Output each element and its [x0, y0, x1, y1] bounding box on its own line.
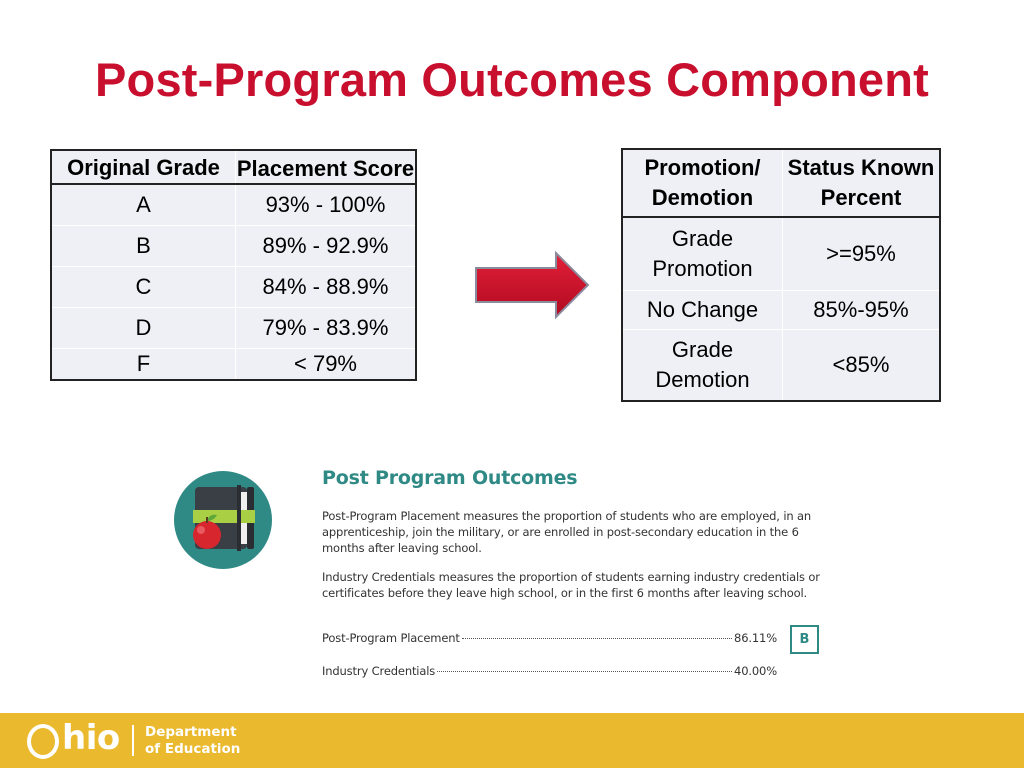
- table-row: [51, 267, 416, 308]
- grade-cell: A: [51, 184, 236, 226]
- table-row: [622, 330, 940, 402]
- footer-bar: [0, 713, 1024, 768]
- status-cell: No Change: [622, 291, 783, 330]
- grade-cell: D: [51, 308, 236, 349]
- book-apple-icon: [173, 470, 273, 570]
- status-cell: Grade Demotion: [622, 330, 783, 402]
- grade-cell: B: [51, 226, 236, 267]
- header-original-grade: Original Grade: [51, 150, 236, 184]
- header-promotion-demotion: Promotion/ Demotion: [622, 149, 783, 217]
- table-header-row: [622, 149, 940, 217]
- department-line-1: Department: [145, 724, 237, 740]
- credentials-description: Industry Credentials measures the proportion of students earning industry credentials or certificates before they leave high school, or in the first 6 months after leaving school.: [322, 570, 820, 600]
- logo-divider: [132, 725, 134, 756]
- report-heading: Post Program Outcomes: [322, 467, 578, 489]
- dot-leader: [462, 638, 732, 639]
- credentials-metric-row: [322, 664, 777, 678]
- placement-description: Post-Program Placement measures the proportion of students who are employed, in an apprenticeship, join the military, or are enrolled in post-secondary education in the 6 months after leaving school.: [322, 509, 812, 555]
- metric-value: 40.00%: [734, 664, 777, 678]
- report-card-excerpt: [170, 460, 830, 700]
- score-cell: 84% - 88.9%: [236, 267, 417, 308]
- placement-metric-row: [322, 631, 777, 645]
- ohio-logo-o-icon: [27, 724, 59, 759]
- table-row: [622, 291, 940, 330]
- status-cell: Grade Promotion: [622, 217, 783, 291]
- ohio-logo-text: hio: [62, 718, 120, 758]
- table-row: [51, 226, 416, 267]
- score-cell: < 79%: [236, 349, 417, 381]
- original-grade-table: [50, 149, 417, 381]
- score-cell: 93% - 100%: [236, 184, 417, 226]
- score-cell: 79% - 83.9%: [236, 308, 417, 349]
- promotion-demotion-table: [621, 148, 941, 402]
- metric-label: Industry Credentials: [322, 664, 436, 678]
- score-cell: 89% - 92.9%: [236, 226, 417, 267]
- percent-cell: >=95%: [783, 217, 941, 291]
- grade-badge: B: [790, 625, 819, 654]
- department-name: [145, 724, 240, 758]
- department-line-2: of Education: [145, 741, 241, 757]
- header-placement-score: Placement Score: [236, 150, 417, 184]
- table-row: [51, 349, 416, 381]
- table-header-row: [51, 150, 416, 184]
- right-arrow-icon: [470, 250, 592, 322]
- metric-label: Post-Program Placement: [322, 631, 460, 645]
- table-row: [51, 184, 416, 226]
- grade-cell: C: [51, 267, 236, 308]
- table-row: [51, 308, 416, 349]
- dot-leader: [437, 671, 732, 672]
- metric-value: 86.11%: [734, 631, 777, 645]
- grade-cell: F: [51, 349, 236, 381]
- percent-cell: <85%: [783, 330, 941, 402]
- slide-title: Post-Program Outcomes Component: [94, 53, 929, 106]
- percent-cell: 85%-95%: [783, 291, 941, 330]
- header-status-known-percent: Status Known Percent: [783, 149, 941, 217]
- table-row: [622, 217, 940, 291]
